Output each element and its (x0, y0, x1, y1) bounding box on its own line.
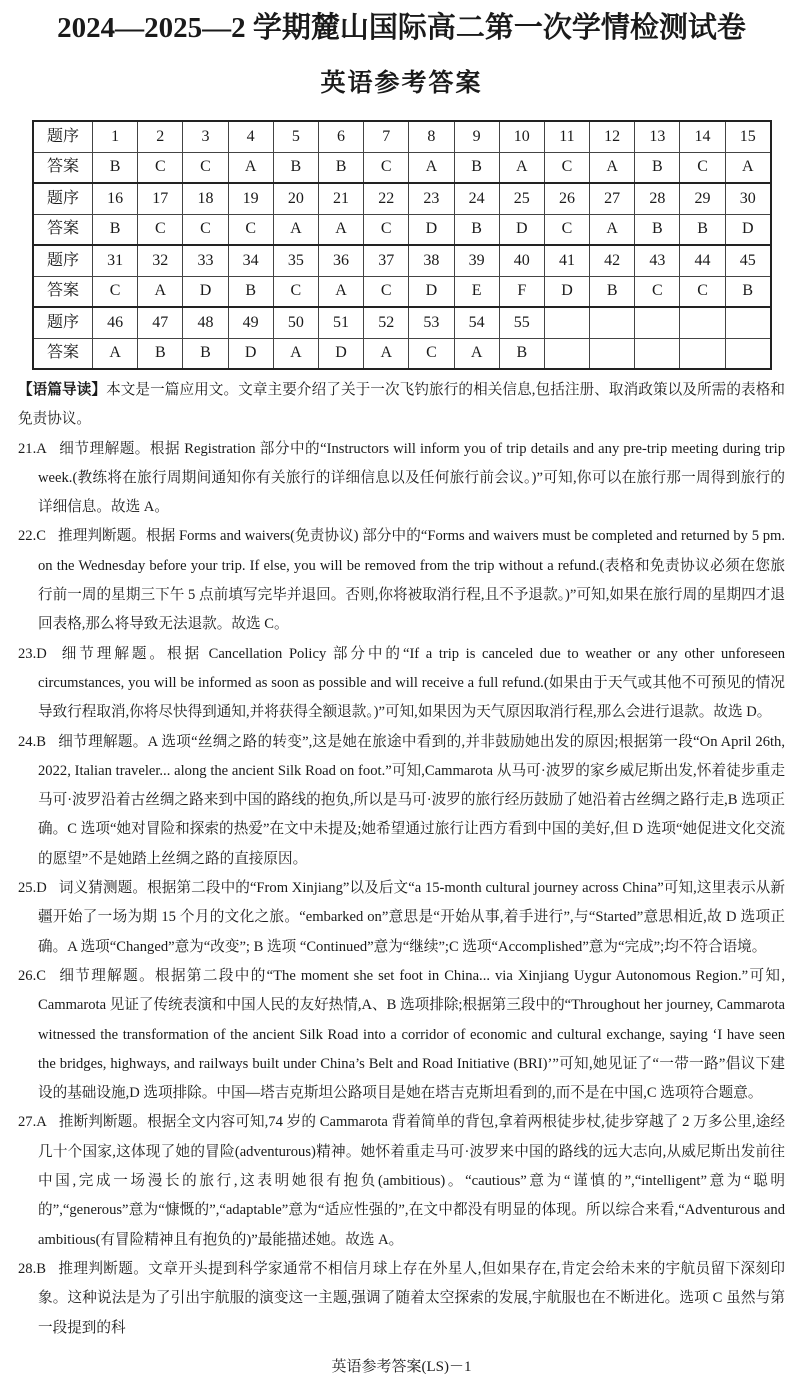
question-number-cell: 18 (183, 183, 228, 214)
answer-cell: C (680, 276, 725, 307)
intro-text: 本文是一篇应用文。文章主要介绍了关于一次飞钓旅行的相关信息,包括注册、取消政策以及所需的表格和免责协议。 (18, 382, 785, 428)
answer-cell: C (228, 214, 273, 245)
answer-cell: A (273, 338, 318, 369)
answer-cell: B (93, 152, 138, 183)
question-number-cell: 20 (273, 183, 318, 214)
question-number-cell: 4 (228, 121, 273, 152)
answer-cell: A (273, 214, 318, 245)
answer-cell: C (364, 152, 409, 183)
explanation-text: 推断判断题。根据全文内容可知,74 岁的 Cammarota 背着简单的背包,拿着两根徒步杖,徒步穿越了 2 万多公里,途经几十个国家,这体现了她的冒险(adventurous)精神。她怀着重走马可·波罗来中国的路线的远大志向,从威尼斯出发前往中国,完成一场漫长的旅行,这表明她很有抱负(ambitious)。“cautious”意为“谨慎的”,“intelligent”意为“聪明的”,“generous”意为“慷慨的”,“adaptable”意为“适应性强的”,在文中都没有明显的体现。所以综合来看,“Adventurous and ambitious(有冒险精神且有抱负的)”最能描述她。故选 A。 (38, 1114, 785, 1248)
answer-cell: B (454, 214, 499, 245)
question-number-cell: 7 (364, 121, 409, 152)
answer-cell: D (544, 276, 589, 307)
answer-cell: D (409, 276, 454, 307)
question-number-cell: 41 (544, 245, 589, 276)
answer-cell: A (725, 152, 771, 183)
answer-cell: D (725, 214, 771, 245)
passage-intro (18, 376, 785, 435)
question-answer-number: 23.D (18, 645, 47, 662)
question-number-cell (544, 307, 589, 338)
explanation-text: 词义猜测题。根据第二段中的“From Xinjiang”以及后文“a 15-month cultural journey across China”可知,这里表示从新疆开始了一场为期 15 个月的文化之旅。“embarked on”意思是“开始从事,着手进行”,与“Started”意思相近,故 D 选项正确。A 选项“Changed”意为“改变”; B 选项 “Continued”意为“继续”;C 选项“Accomplished”意为“完成”;均不符合语境。 (38, 880, 785, 955)
question-number-cell: 42 (590, 245, 635, 276)
answer-cell: C (273, 276, 318, 307)
answer-row (33, 276, 771, 307)
question-answer-number: 24.B (18, 733, 46, 750)
answer-explanation (18, 640, 785, 728)
question-number-cell: 49 (228, 307, 273, 338)
question-number-cell: 40 (499, 245, 544, 276)
answer-cell: B (228, 276, 273, 307)
question-number-cell: 9 (454, 121, 499, 152)
document-subtitle: 英语参考答案 (320, 70, 483, 97)
answer-cell: C (183, 214, 228, 245)
question-number-cell: 54 (454, 307, 499, 338)
question-number-cell: 36 (318, 245, 363, 276)
question-number-cell: 12 (590, 121, 635, 152)
answer-cell: B (273, 152, 318, 183)
intro-label: 【语篇导读】 (18, 382, 107, 398)
answer-cell (680, 338, 725, 369)
question-number-cell: 53 (409, 307, 454, 338)
answer-cell: E (454, 276, 499, 307)
row-label-question: 题序 (33, 307, 93, 338)
answer-table (32, 120, 772, 370)
answer-cell: C (138, 152, 183, 183)
question-number-cell: 10 (499, 121, 544, 152)
question-number-cell: 32 (138, 245, 183, 276)
question-number-cell: 3 (183, 121, 228, 152)
question-number-cell: 31 (93, 245, 138, 276)
answer-cell: C (138, 214, 183, 245)
question-answer-number: 26.C (18, 967, 46, 984)
answer-cell: B (499, 338, 544, 369)
document-title: 2024—2025—2 学期麓山国际高二第一次学情检测试卷 (57, 12, 746, 44)
answer-cell: A (499, 152, 544, 183)
answer-cell: C (364, 214, 409, 245)
answer-cell (725, 338, 771, 369)
answer-cell: B (635, 214, 680, 245)
answer-cell: C (680, 152, 725, 183)
question-number-cell: 34 (228, 245, 273, 276)
row-label-answer: 答案 (33, 338, 93, 369)
question-number-cell: 5 (273, 121, 318, 152)
question-number-cell: 25 (499, 183, 544, 214)
question-answer-number: 25.D (18, 880, 47, 897)
answer-explanation (18, 435, 785, 523)
question-number-cell: 48 (183, 307, 228, 338)
answer-row (33, 214, 771, 245)
question-number-cell (725, 307, 771, 338)
question-number-cell: 22 (364, 183, 409, 214)
answer-cell: D (318, 338, 363, 369)
question-answer-number: 21.A (18, 440, 47, 457)
question-number-cell: 46 (93, 307, 138, 338)
question-number-cell: 23 (409, 183, 454, 214)
answer-cell: C (544, 152, 589, 183)
answer-cell: A (138, 276, 183, 307)
question-number-cell: 50 (273, 307, 318, 338)
row-label-question: 题序 (33, 245, 93, 276)
explanation-text: 细节理解题。根据第二段中的“The moment she set foot in China... via Xinjiang Uygur Autonomous Region.”可知, Cammarota 见证了传统表演和中国人民的友好热情,A、B 选项排除;根据第三段中的“Throughout her journey, Cammarota witnessed the transformation of the ancient Silk Road into a corridor of economic and cultural exchange, saying ‘I have seen the bridges, highways, and railways built under China’s Belt and Road Initiative (BRI)’”可知,她见证了“一带一路”倡议下建设的基础设施,D 选项排除。中国—塔吉克斯坦公路项目是她在塔吉克斯坦看到的,而不是在中国,C 选项符合题意。 (38, 967, 785, 1102)
answer-explanation (18, 522, 785, 639)
question-number-cell: 8 (409, 121, 454, 152)
answer-cell: A (228, 152, 273, 183)
answer-cell: B (635, 152, 680, 183)
question-number-cell: 45 (725, 245, 771, 276)
question-answer-number: 22.C (18, 528, 46, 545)
question-number-cell: 38 (409, 245, 454, 276)
answer-cell: B (318, 152, 363, 183)
question-number-cell: 37 (364, 245, 409, 276)
question-number-cell: 16 (93, 183, 138, 214)
answer-cell: C (544, 214, 589, 245)
answer-cell: A (318, 214, 363, 245)
question-number-cell: 55 (499, 307, 544, 338)
answer-cell: B (93, 214, 138, 245)
answer-cell: A (93, 338, 138, 369)
question-number-cell: 28 (635, 183, 680, 214)
question-number-cell: 11 (544, 121, 589, 152)
question-answer-number: 27.A (18, 1114, 47, 1131)
explanation-text: 细节理解题。根据 Registration 部分中的“Instructors will inform you of trip details and any pre-trip meeting during trip week.(教练将在旅行周期间通知你有关旅行的详细信息以及任何旅行前会议。)”可知,你可以在旅行那一周得到旅行的详细信息。故选 A。 (38, 440, 785, 516)
question-number-cell (590, 307, 635, 338)
question-number-row (33, 307, 771, 338)
answer-cell: C (409, 338, 454, 369)
question-number-row (33, 183, 771, 214)
explanations (18, 376, 785, 1343)
answer-cell: A (409, 152, 454, 183)
question-answer-number: 28.B (18, 1260, 46, 1277)
answer-cell (544, 338, 589, 369)
question-number-cell: 24 (454, 183, 499, 214)
answer-cell: B (183, 338, 228, 369)
answer-cell: B (590, 276, 635, 307)
question-number-cell: 47 (138, 307, 183, 338)
answer-cell: A (318, 276, 363, 307)
question-number-cell: 51 (318, 307, 363, 338)
question-number-cell: 27 (590, 183, 635, 214)
answer-explanation (18, 962, 785, 1108)
answer-cell (590, 338, 635, 369)
row-label-answer: 答案 (33, 152, 93, 183)
answer-explanation (18, 1255, 785, 1343)
question-number-cell: 52 (364, 307, 409, 338)
question-number-row (33, 245, 771, 276)
answer-cell: B (138, 338, 183, 369)
question-number-cell (635, 307, 680, 338)
question-number-cell: 30 (725, 183, 771, 214)
answer-cell: A (454, 338, 499, 369)
row-label-question: 题序 (33, 183, 93, 214)
question-number-row (33, 121, 771, 152)
question-number-cell: 29 (680, 183, 725, 214)
question-number-cell: 35 (273, 245, 318, 276)
answer-explanation (18, 728, 785, 874)
answer-cell: A (590, 214, 635, 245)
answer-explanation (18, 874, 785, 962)
answer-cell: B (680, 214, 725, 245)
row-label-answer: 答案 (33, 276, 93, 307)
answer-cell: C (183, 152, 228, 183)
question-number-cell: 13 (635, 121, 680, 152)
question-number-cell: 33 (183, 245, 228, 276)
answer-cell: C (635, 276, 680, 307)
question-number-cell: 17 (138, 183, 183, 214)
answer-cell: A (364, 338, 409, 369)
answer-cell: D (228, 338, 273, 369)
question-number-cell: 26 (544, 183, 589, 214)
row-label-question: 题序 (33, 121, 93, 152)
question-number-cell: 6 (318, 121, 363, 152)
answer-cell: A (590, 152, 635, 183)
page-footer: 英语参考答案(LS)－1 (331, 1358, 472, 1375)
answer-explanation (18, 1108, 785, 1254)
answer-cell: D (499, 214, 544, 245)
answer-cell: D (409, 214, 454, 245)
answer-cell: B (725, 276, 771, 307)
question-number-cell: 19 (228, 183, 273, 214)
question-number-cell: 21 (318, 183, 363, 214)
answer-row (33, 338, 771, 369)
answer-cell: F (499, 276, 544, 307)
question-number-cell: 44 (680, 245, 725, 276)
explanation-text: 细节理解题。根据 Cancellation Policy 部分中的“If a trip is canceled due to weather or any other unforeseen circumstances, you will be informed as soon as possible and will receive a full refund.(如果由于天气或其他不可预见的情况导致行程取消,你将尽快得到通知,并将获得全额退款。)”可知,如果因为天气原因取消行程,那么会进行退款。故选 D。 (38, 645, 785, 721)
question-number-cell: 43 (635, 245, 680, 276)
answer-cell: C (364, 276, 409, 307)
explanation-text: 推理判断题。根据 Forms and waivers(免责协议) 部分中的“Forms and waivers must be completed and returned by 5 pm. on the Wednesday before your trip. If else, you will be removed from the trip without a refund.(表格和免责协议必须在您旅行前一周的星期三下午 5 点前填写完毕并退回。否则,你将被取消行程,且不予退款。)”可知,如果在旅行周的星期四才退回表格,那么将导致无法退款。故选 C。 (38, 528, 785, 633)
question-number-cell: 39 (454, 245, 499, 276)
question-number-cell: 14 (680, 121, 725, 152)
question-number-cell: 15 (725, 121, 771, 152)
answer-cell: C (93, 276, 138, 307)
explanation-text: 推理判断题。文章开头提到科学家通常不相信月球上存在外星人,但如果存在,肯定会给未来的宇航员留下深刻印象。这种说法是为了引出宇航服的演变这一主题,强调了随着太空探索的发展,宇航服也在不断进化。选项 C 虽然与第一段提到的科 (38, 1260, 785, 1336)
explanation-text: 细节理解题。A 选项“丝绸之路的转变”,这是她在旅途中看到的,并非鼓励她出发的原因;根据第一段“On April 26th, 2022, Italian traveler... along the ancient Silk Road on foot.”可知,Cammarota 从马可·波罗的家乡威尼斯出发,怀着徒步重走马可·波罗沿着古丝绸之路来到中国的路线的抱负,所以是马可·波罗的旅行经历鼓励了她沿着古丝绸之路行走,B 选项正确。C 选项“她对冒险和探索的热爱”在文中未提及;她希望通过旅行让西方看到中国的美好,但 D 选项“她促进文化交流的愿望”不是她踏上丝绸之路的直接原因。 (38, 733, 785, 867)
answer-cell: D (183, 276, 228, 307)
answer-cell (635, 338, 680, 369)
row-label-answer: 答案 (33, 214, 93, 245)
question-number-cell: 2 (138, 121, 183, 152)
question-number-cell: 1 (93, 121, 138, 152)
question-number-cell (680, 307, 725, 338)
answer-row (33, 152, 771, 183)
answer-cell: B (454, 152, 499, 183)
